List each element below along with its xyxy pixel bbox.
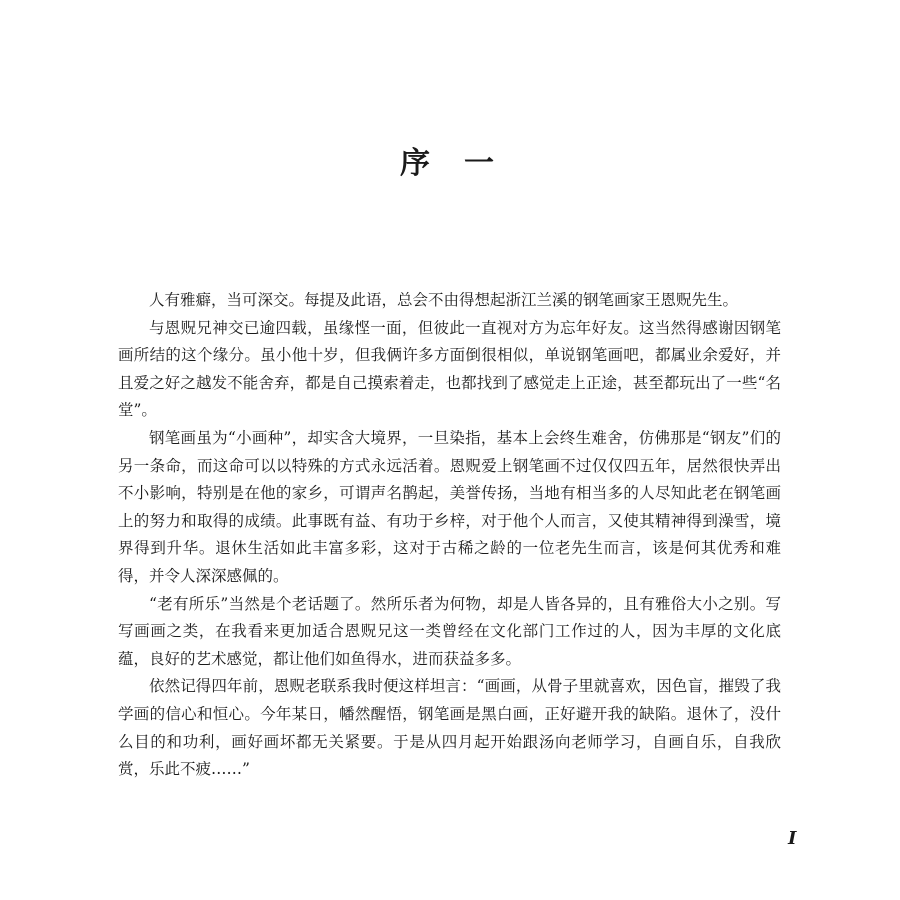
paragraph-5: 依然记得四年前，恩贶老联系我时便这样坦言：“画画，从骨子里就喜欢，因色盲，摧毁了我学画的信心和恒心。今年某日，幡然醒悟，钢笔画是黑白画，正好避开我的缺陷。退休了，没什么目的和功利，画好画坏都无关紧要。于是从四月起开始跟汤向老师学习，自画自乐，自我欣赏，乐此不疲……” — [118, 677, 781, 779]
page-title — [0, 142, 900, 186]
preface-body — [118, 287, 781, 784]
paragraph-4: “老有所乐”当然是个老话题了。然所乐者为何物，却是人皆各异的，且有雅俗大小之别。写写画画之类，在我看来更加适合恩贶兄这一类曾经在文化部门工作过的人，因为丰厚的文化底蕴，良好的艺术感觉，都让他们如鱼得水，进而获益多多。 — [118, 594, 781, 668]
page-number: I — [788, 828, 797, 849]
paragraph-2: 与恩贶兄神交已逾四载，虽缘悭一面，但彼此一直视对方为忘年好友。这当然得感谢因钢笔画所结的这个缘分。虽小他十岁，但我俩许多方面倒很相似，单说钢笔画吧，都属业余爱好，并且爱之好之越发不能舍弃，都是自己摸索着走，也都找到了感觉走上正途，甚至都玩出了一些“名堂”。 — [118, 318, 781, 420]
paragraph-3: 钢笔画虽为“小画种”，却实含大境界，一旦染指，基本上会终生难舍，仿佛那是“钢友”们的另一条命，而这命可以以特殊的方式永远活着。恩贶爱上钢笔画不过仅仅四五年，居然很快弄出不小影响，特别是在他的家乡，可谓声名鹊起，美誉传扬，当地有相当多的人尽知此老在钢笔画上的努力和取得的成绩。此事既有益、有功于乡梓，对于他个人而言，又使其精神得到澡雪，境界得到升华。退休生活如此丰富多彩，这对于古稀之龄的一位老先生而言，该是何其优秀和难得，并令人深深感佩的。 — [118, 428, 781, 585]
paragraph-1: 人有雅癖，当可深交。每提及此语，总会不由得想起浙江兰溪的钢笔画家王恩贶先生。 — [149, 291, 739, 309]
title-char-1: 序 — [400, 146, 436, 181]
title-char-2: 一 — [464, 146, 500, 181]
